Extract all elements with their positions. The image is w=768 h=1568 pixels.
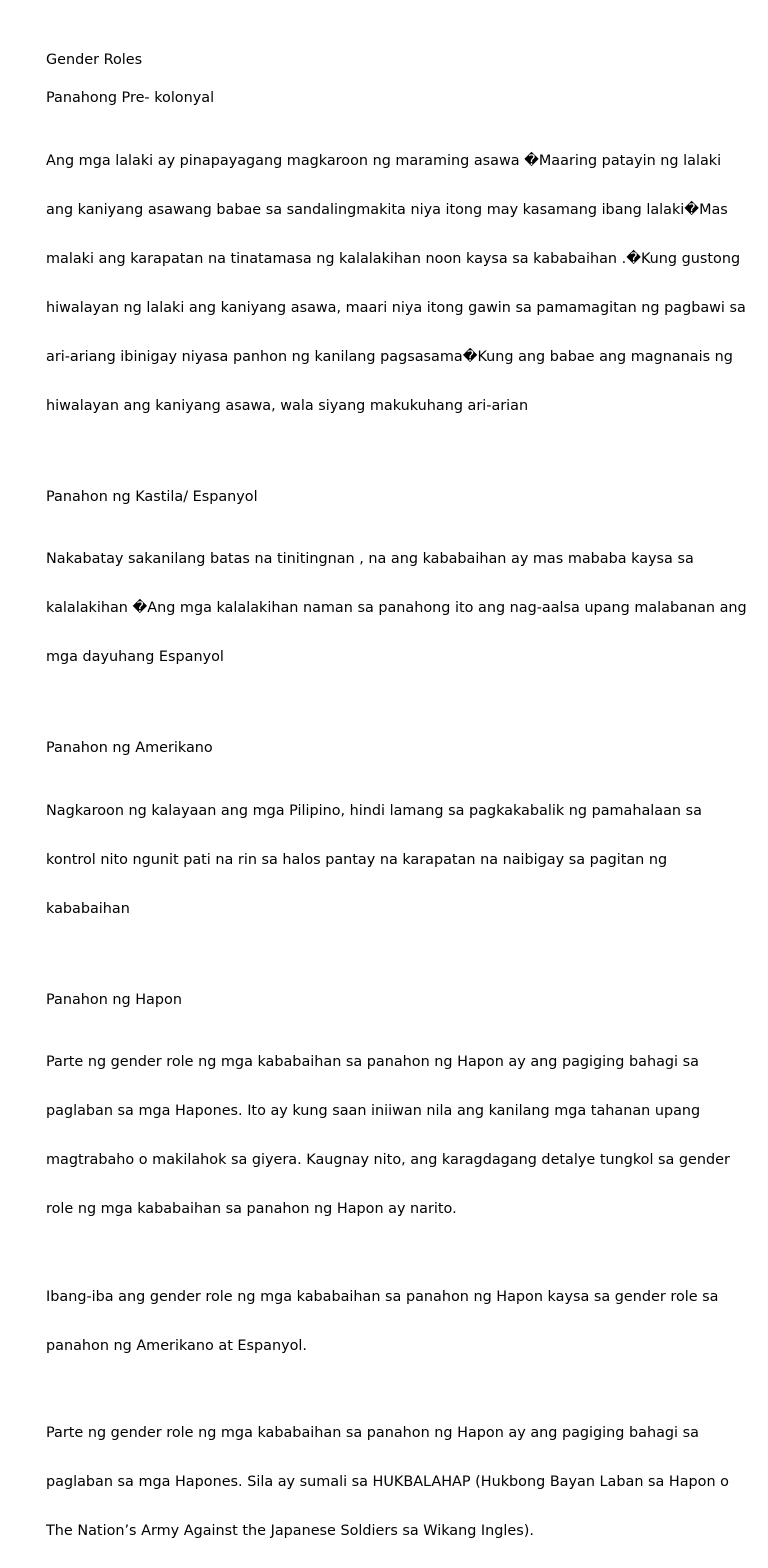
paragraph-line: hiwalayan ang kaniyang asawa, wala siyang makukuhang ari-arian xyxy=(46,394,758,419)
document-page xyxy=(46,48,758,1568)
section-heading-hapon: Panahon ng Hapon xyxy=(46,988,758,1012)
paragraph-line: paglaban sa mga Hapones. Sila ay sumali sa HUKBALAHAP (Hukbong Bayan Laban sa Hapon o xyxy=(46,1470,758,1495)
paragraph-amerikano xyxy=(46,774,758,946)
paragraph-line: hiwalayan ng lalaki ang kaniyang asawa, maari niya itong gawin sa pamamagitan ng pagbawi sa xyxy=(46,296,758,321)
paragraph-line: Nakabatay sakanilang batas na tinitingnan , na ang kababaihan ay mas mababa kaysa sa xyxy=(46,547,758,572)
paragraph-line: role ng mga kababaihan sa panahon ng Hapon ay narito. xyxy=(46,1197,758,1222)
paragraph-line: Nagkaroon ng kalayaan ang mga Pilipino, hindi lamang sa pagkakabalik ng pamahalaan sa xyxy=(46,799,758,824)
paragraph-line: kalalakihan �Ang mga kalalakihan naman sa panahong ito ang nag-aalsa upang malabanan ang xyxy=(46,596,758,621)
paragraph-hapon-3 xyxy=(46,1397,758,1568)
paragraph-line: kontrol nito ngunit pati na rin sa halos pantay na karapatan na naibigay sa pagitan ng xyxy=(46,848,758,873)
section-heading-amerikano: Panahon ng Amerikano xyxy=(46,736,758,760)
section-heading-pre-kolonyal: Panahong Pre- kolonyal xyxy=(46,86,758,110)
paragraph-line: kababaihan xyxy=(46,897,758,922)
paragraph-kastila xyxy=(46,523,758,695)
section-heading-kastila: Panahon ng Kastila/ Espanyol xyxy=(46,485,758,509)
paragraph-line: paglaban sa mga Hapones. Ito ay kung saan iniiwan nila ang kanilang mga tahanan upang xyxy=(46,1099,758,1124)
paragraph-hapon-1 xyxy=(46,1026,758,1247)
paragraph-line: ari-ariang ibinigay niyasa panhon ng kanilang pagsasama�Kung ang babae ang magnanais ng xyxy=(46,345,758,370)
paragraph-pre-kolonyal xyxy=(46,124,758,443)
document-title: Gender Roles xyxy=(46,48,758,72)
paragraph-line: ang kaniyang asawang babae sa sandalingmakita niya itong may kasamang ibang lalaki�Mas xyxy=(46,198,758,223)
paragraph-hapon-2 xyxy=(46,1260,758,1383)
paragraph-line: Ibang-iba ang gender role ng mga kababaihan sa panahon ng Hapon kaysa sa gender role sa xyxy=(46,1285,758,1310)
paragraph-line: The Nation’s Army Against the Japanese Soldiers sa Wikang Ingles). xyxy=(46,1519,758,1544)
paragraph-line: mga dayuhang Espanyol xyxy=(46,645,758,670)
paragraph-line: Ang mga lalaki ay pinapayagang magkaroon ng maraming asawa �Maaring patayin ng lalaki xyxy=(46,149,758,174)
paragraph-line: malaki ang karapatan na tinatamasa ng kalalakihan noon kaysa sa kababaihan .�Kung gustong xyxy=(46,247,758,272)
paragraph-line: panahon ng Amerikano at Espanyol. xyxy=(46,1334,758,1359)
paragraph-line: magtrabaho o makilahok sa giyera. Kaugnay nito, ang karagdagang detalye tungkol sa gender xyxy=(46,1148,758,1173)
paragraph-line: Parte ng gender role ng mga kababaihan sa panahon ng Hapon ay ang pagiging bahagi sa xyxy=(46,1421,758,1446)
paragraph-line: Parte ng gender role ng mga kababaihan sa panahon ng Hapon ay ang pagiging bahagi sa xyxy=(46,1050,758,1075)
